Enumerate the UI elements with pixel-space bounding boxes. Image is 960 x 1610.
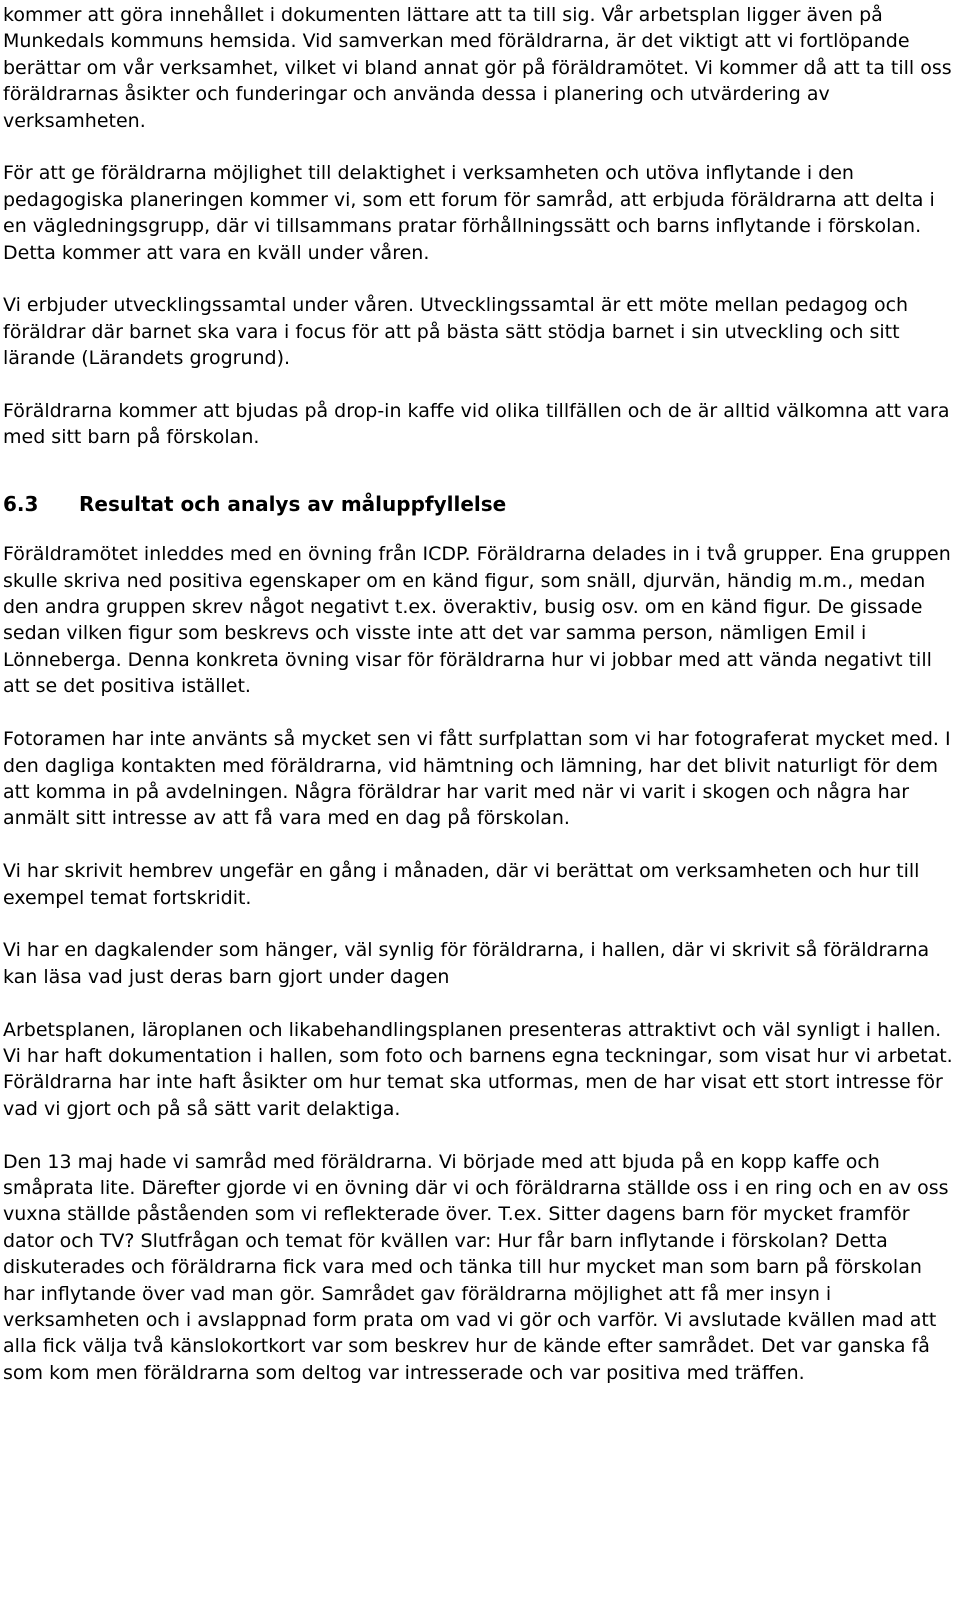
paragraph-drop-in-coffee: Föräldrarna kommer att bjudas på drop-in kaffe vid olika tillfällen och de är alltid välkomna att vara med sitt barn på förskolan. (3, 400, 950, 449)
paragraph-day-calendar: Vi har en dagkalender som hänger, väl synlig för föräldrarna, i hallen, där vi skrivit så föräldrarna kan läsa vad just deras barn gjort under dagen (3, 939, 930, 988)
paragraph-parent-information: kommer att göra innehållet i dokumenten lättare att ta till sig. Vår arbetsplan ligger även på Munkedals kommuns hemsida. Vid samverkan med föräldrarna, är det viktigt att vi fortlöpande berättar om vår verksamhet, vilket vi bland annat gör på föräldramötet. Vi kommer då att ta till oss föräldrarnas åsikter och funderingar och använda dessa i planering och utvärdering av verksamheten. (3, 4, 952, 132)
paragraph-parent-meeting: Föräldramötet inleddes med en övning från ICDP. Föräldrarna delades in i två grupper. Ena gruppen skulle skriva ned positiva egenskaper om en känd figur, som snäll, djurvän, händig m.m., medan den andra gruppen skrev något negativt t.ex. överaktiv, busig osv. om en känd figur. De gissade sedan vilken figur som beskrevs och visste inte att det var samma person, nämligen Emil i Lönneberga. Denna konkreta övning visar för föräldrarna hur vi jobbar med att vända negativt till att se det positiva istället. (3, 543, 951, 698)
section-heading (3, 491, 955, 517)
paragraph-newsletters: Vi har skrivit hembrev ungefär en gång i månaden, där vi berättat om verksamheten och hur till exempel temat fortskridit. (3, 860, 920, 909)
paragraph-photo-frame: Fotoramen har inte använts så mycket sen vi fått surfplattan som vi har fotograferat mycket med. I den dagliga kontakten med föräldrarna, vid hämtning och lämning, har det blivit naturligt för dem att komma in på avdelningen. Några föräldrar har varit med när vi varit i skogen och några har anmält sitt intresse av att få vara med en dag på förskolan. (3, 728, 951, 830)
paragraph-development-talks: Vi erbjuder utvecklingssamtal under våren. Utvecklingssamtal är ett möte mellan pedagog och föräldrar där barnet ska vara i focus för att på bästa sätt stödja barnet i sin utveckling och sitt lärande (Lärandets grogrund). (3, 294, 909, 370)
paragraph-consultation-meeting: Den 13 maj hade vi samråd med föräldrarna. Vi började med att bjuda på en kopp kaffe och småprata lite. Därefter gjorde vi en övning där vi och föräldrarna ställde oss i en ring och en av oss vuxna ställde påståenden som vi reflekterade över. T.ex. Sitter dagens barn för mycket framför dator och TV? Slutfrågan och temat för kvällen var: Hur får barn inflytande i förskolan? Detta diskuterades och föräldrarna fick vara med och tänka till hur mycket man som barn på förskolan har inflytande över vad man gör. Samrådet gav föräldrarna möjlighet att få mer insyn i verksamheten och i avslappnad form prata om vad vi gör och varför. Vi avslutade kvällen mad att alla fick välja två känslokortkort var som beskrev hur de kände efter samrådet. Det var ganska få som kom men föräldrarna som deltog var intresserade och var positiva med träffen. (3, 1150, 949, 1384)
document-page (3, 0, 955, 1413)
section-title: Resultat och analys av måluppfyllelse (79, 491, 507, 516)
paragraph-reference-group: För att ge föräldrarna möjlighet till delaktighet i verksamheten och utöva inflytande i den pedagogiska planeringen kommer vi, som ett forum för samråd, att erbjuda föräldrarna att delta i en vägledningsgrupp, där vi tillsammans pratar förhållningssätt och barns inflytande i förskolan. Detta kommer att vara en kväll under våren. (3, 162, 935, 264)
section-number: 6.3 (3, 491, 39, 516)
paragraph-work-plan-display: Arbetsplanen, läroplanen och likabehandlingsplanen presenteras attraktivt och väl synligt i hallen. Vi har haft dokumentation i hallen, som foto och barnens egna teckningar, som visat hur vi arbetat. Föräldrarna har inte haft åsikter om hur temat ska utformas, men de har visat ett stort intresse för vad vi gjort och på så sätt varit delaktiga. (3, 1018, 953, 1120)
